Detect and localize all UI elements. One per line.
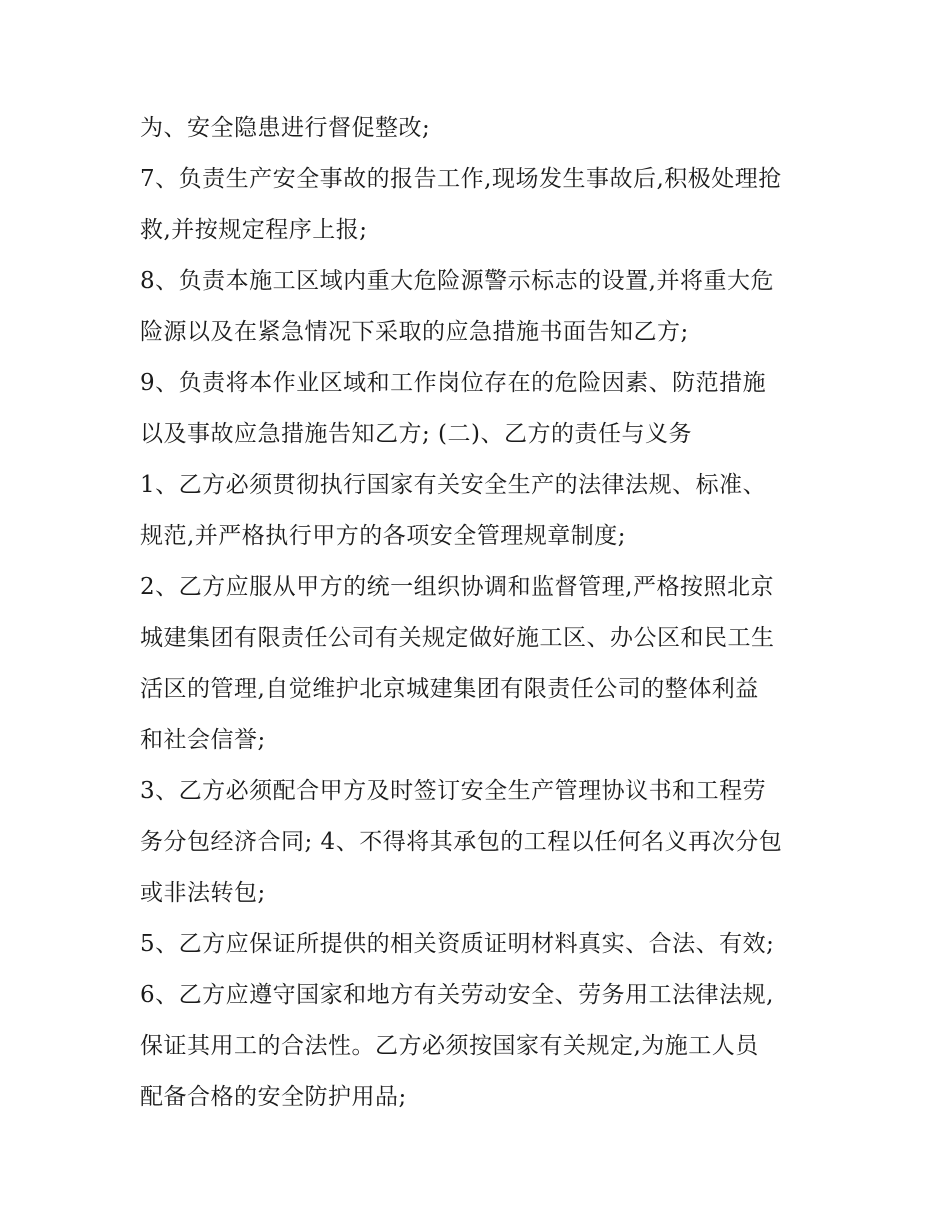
text-line: 和社会信誉; xyxy=(140,727,266,753)
text-line: 1、乙方必须贯彻执行国家有关安全生产的法律法规、标准、 xyxy=(140,472,767,498)
text-line: 或非法转包; xyxy=(140,880,266,906)
text-line: 为、安全隐患进行督促整改; xyxy=(140,115,431,141)
text-line: 6、乙方应遵守国家和地方有关劳动安全、劳务用工法律法规, xyxy=(140,982,774,1008)
text-line: 务分包经济合同; 4、不得将其承包的工程以任何名义再次分包 xyxy=(140,829,783,855)
text-line: 保证其用工的合法性。乙方必须按国家有关规定,为施工人员 xyxy=(140,1033,759,1059)
text-line: 规范,并严格执行甲方的各项安全管理规章制度; xyxy=(140,523,627,549)
text-line: 7、负责生产安全事故的报告工作,现场发生事故后,积极处理抢 xyxy=(140,166,782,192)
text-line: 城建集团有限责任公司有关规定做好施工区、办公区和民工生 xyxy=(140,625,775,651)
text-line: 险源以及在紧急情况下采取的应急措施书面告知乙方; xyxy=(140,319,689,345)
text-line: 以及事故应急措施告知乙方; (二)、乙方的责任与义务 xyxy=(140,421,693,447)
text-line: 配备合格的安全防护用品; xyxy=(140,1084,407,1110)
text-line: 9、负责将本作业区域和工作岗位存在的危险因素、防范措施 xyxy=(140,370,767,396)
document-body xyxy=(140,103,820,1123)
text-line: 3、乙方必须配合甲方及时签订安全生产管理协议书和工程劳 xyxy=(140,778,767,804)
text-line: 2、乙方应服从甲方的统一组织协调和监督管理,严格按照北京 xyxy=(140,574,774,600)
text-line: 8、负责本施工区域内重大危险源警示标志的设置,并将重大危 xyxy=(140,268,774,294)
text-line: 5、乙方应保证所提供的相关资质证明材料真实、合法、有效; xyxy=(140,931,775,957)
text-line: 救,并按规定程序上报; xyxy=(140,217,368,243)
text-line: 活区的管理,自觉维护北京城建集团有限责任公司的整体利益 xyxy=(140,676,759,702)
